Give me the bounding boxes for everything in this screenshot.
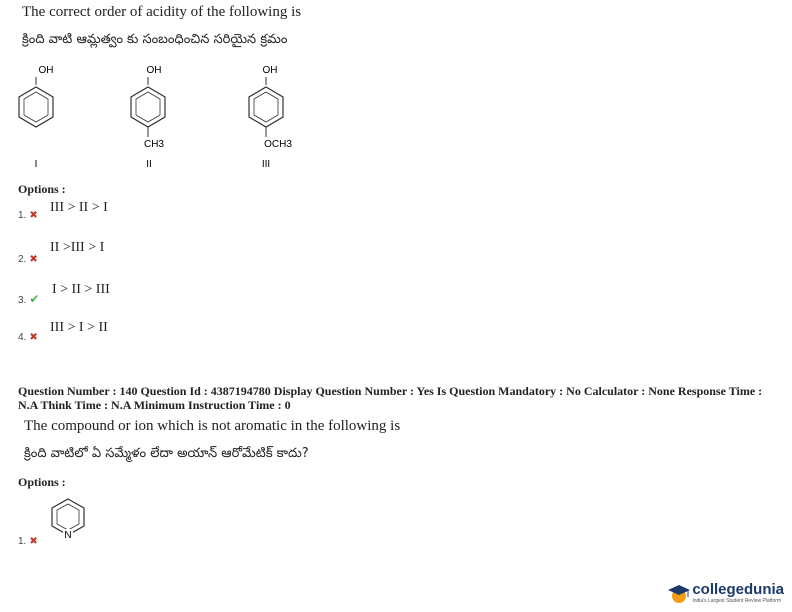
option-2-text[interactable]: II >III > I <box>50 240 105 255</box>
structure-2-para-group: CH3 <box>143 139 165 150</box>
pyridine-n-label: N <box>64 530 72 541</box>
question-2-text-telugu: క్రింది వాటిలో ఏ సమ్మేళం లేదా అయాన్ ఆరోమేటిక్ కాదు? <box>24 446 309 461</box>
option-4-number <box>18 332 38 343</box>
logo-name: collegedunia <box>692 581 784 598</box>
structure-3-top-group: OH <box>262 65 278 76</box>
structure-1-top-group: OH <box>38 65 54 76</box>
logo-tagline: India's Largest Student Review Platform <box>692 598 782 604</box>
phenol-structures <box>0 55 330 180</box>
option-3-text[interactable]: I > II > III <box>52 282 110 297</box>
structure-2 <box>131 65 165 170</box>
q2-option-1-number-label: 1. <box>18 536 27 547</box>
option-4-text[interactable]: III > I > II <box>50 320 108 335</box>
structure-1 <box>19 65 54 170</box>
structure-3-numeral: III <box>261 159 271 170</box>
structure-3-para-group: OCH3 <box>264 139 292 150</box>
option-3-number-label: 3. <box>18 295 27 306</box>
structure-2-top-group: OH <box>146 65 162 76</box>
pyridine-structure[interactable] <box>46 495 96 545</box>
option-2-number <box>18 254 38 265</box>
structure-3 <box>249 65 292 170</box>
question-1-text: The correct order of acidity of the following is <box>22 4 302 20</box>
option-1-number <box>18 210 38 221</box>
graduation-cap-icon <box>666 582 692 604</box>
wrong-icon: ✖ <box>29 210 38 221</box>
option-2-number-label: 2. <box>18 254 27 265</box>
wrong-icon: ✖ <box>29 332 38 343</box>
option-1-text[interactable]: III > II > I <box>50 200 108 215</box>
correct-check-icon: ✔ <box>29 292 40 306</box>
options-label: Options : <box>18 182 66 196</box>
structure-2-numeral: II <box>146 159 152 170</box>
question-1-text-telugu: క్రింది వాటి ఆమ్లత్వం కు సంబంధించిన సరియైన క్రమం <box>22 32 288 47</box>
question-meta: Question Number : 140 Question Id : 4387194780 Display Question Number : Yes Is Question Mandatory : No Calculator : None Response Time : N.A Think Time : N.A Minimum Instruction Time : 0 <box>18 384 763 412</box>
options-label-2: Options : <box>18 475 66 489</box>
wrong-icon: ✖ <box>29 536 38 547</box>
q2-option-1-number <box>18 536 38 547</box>
option-1-number-label: 1. <box>18 210 27 221</box>
option-3-number <box>18 292 39 306</box>
question-2-text: The compound or ion which is not aromatic in the following is <box>24 418 401 434</box>
wrong-icon: ✖ <box>29 254 38 265</box>
structure-1-numeral: I <box>34 159 38 170</box>
option-4-number-label: 4. <box>18 332 27 343</box>
collegedunia-logo <box>666 581 784 604</box>
